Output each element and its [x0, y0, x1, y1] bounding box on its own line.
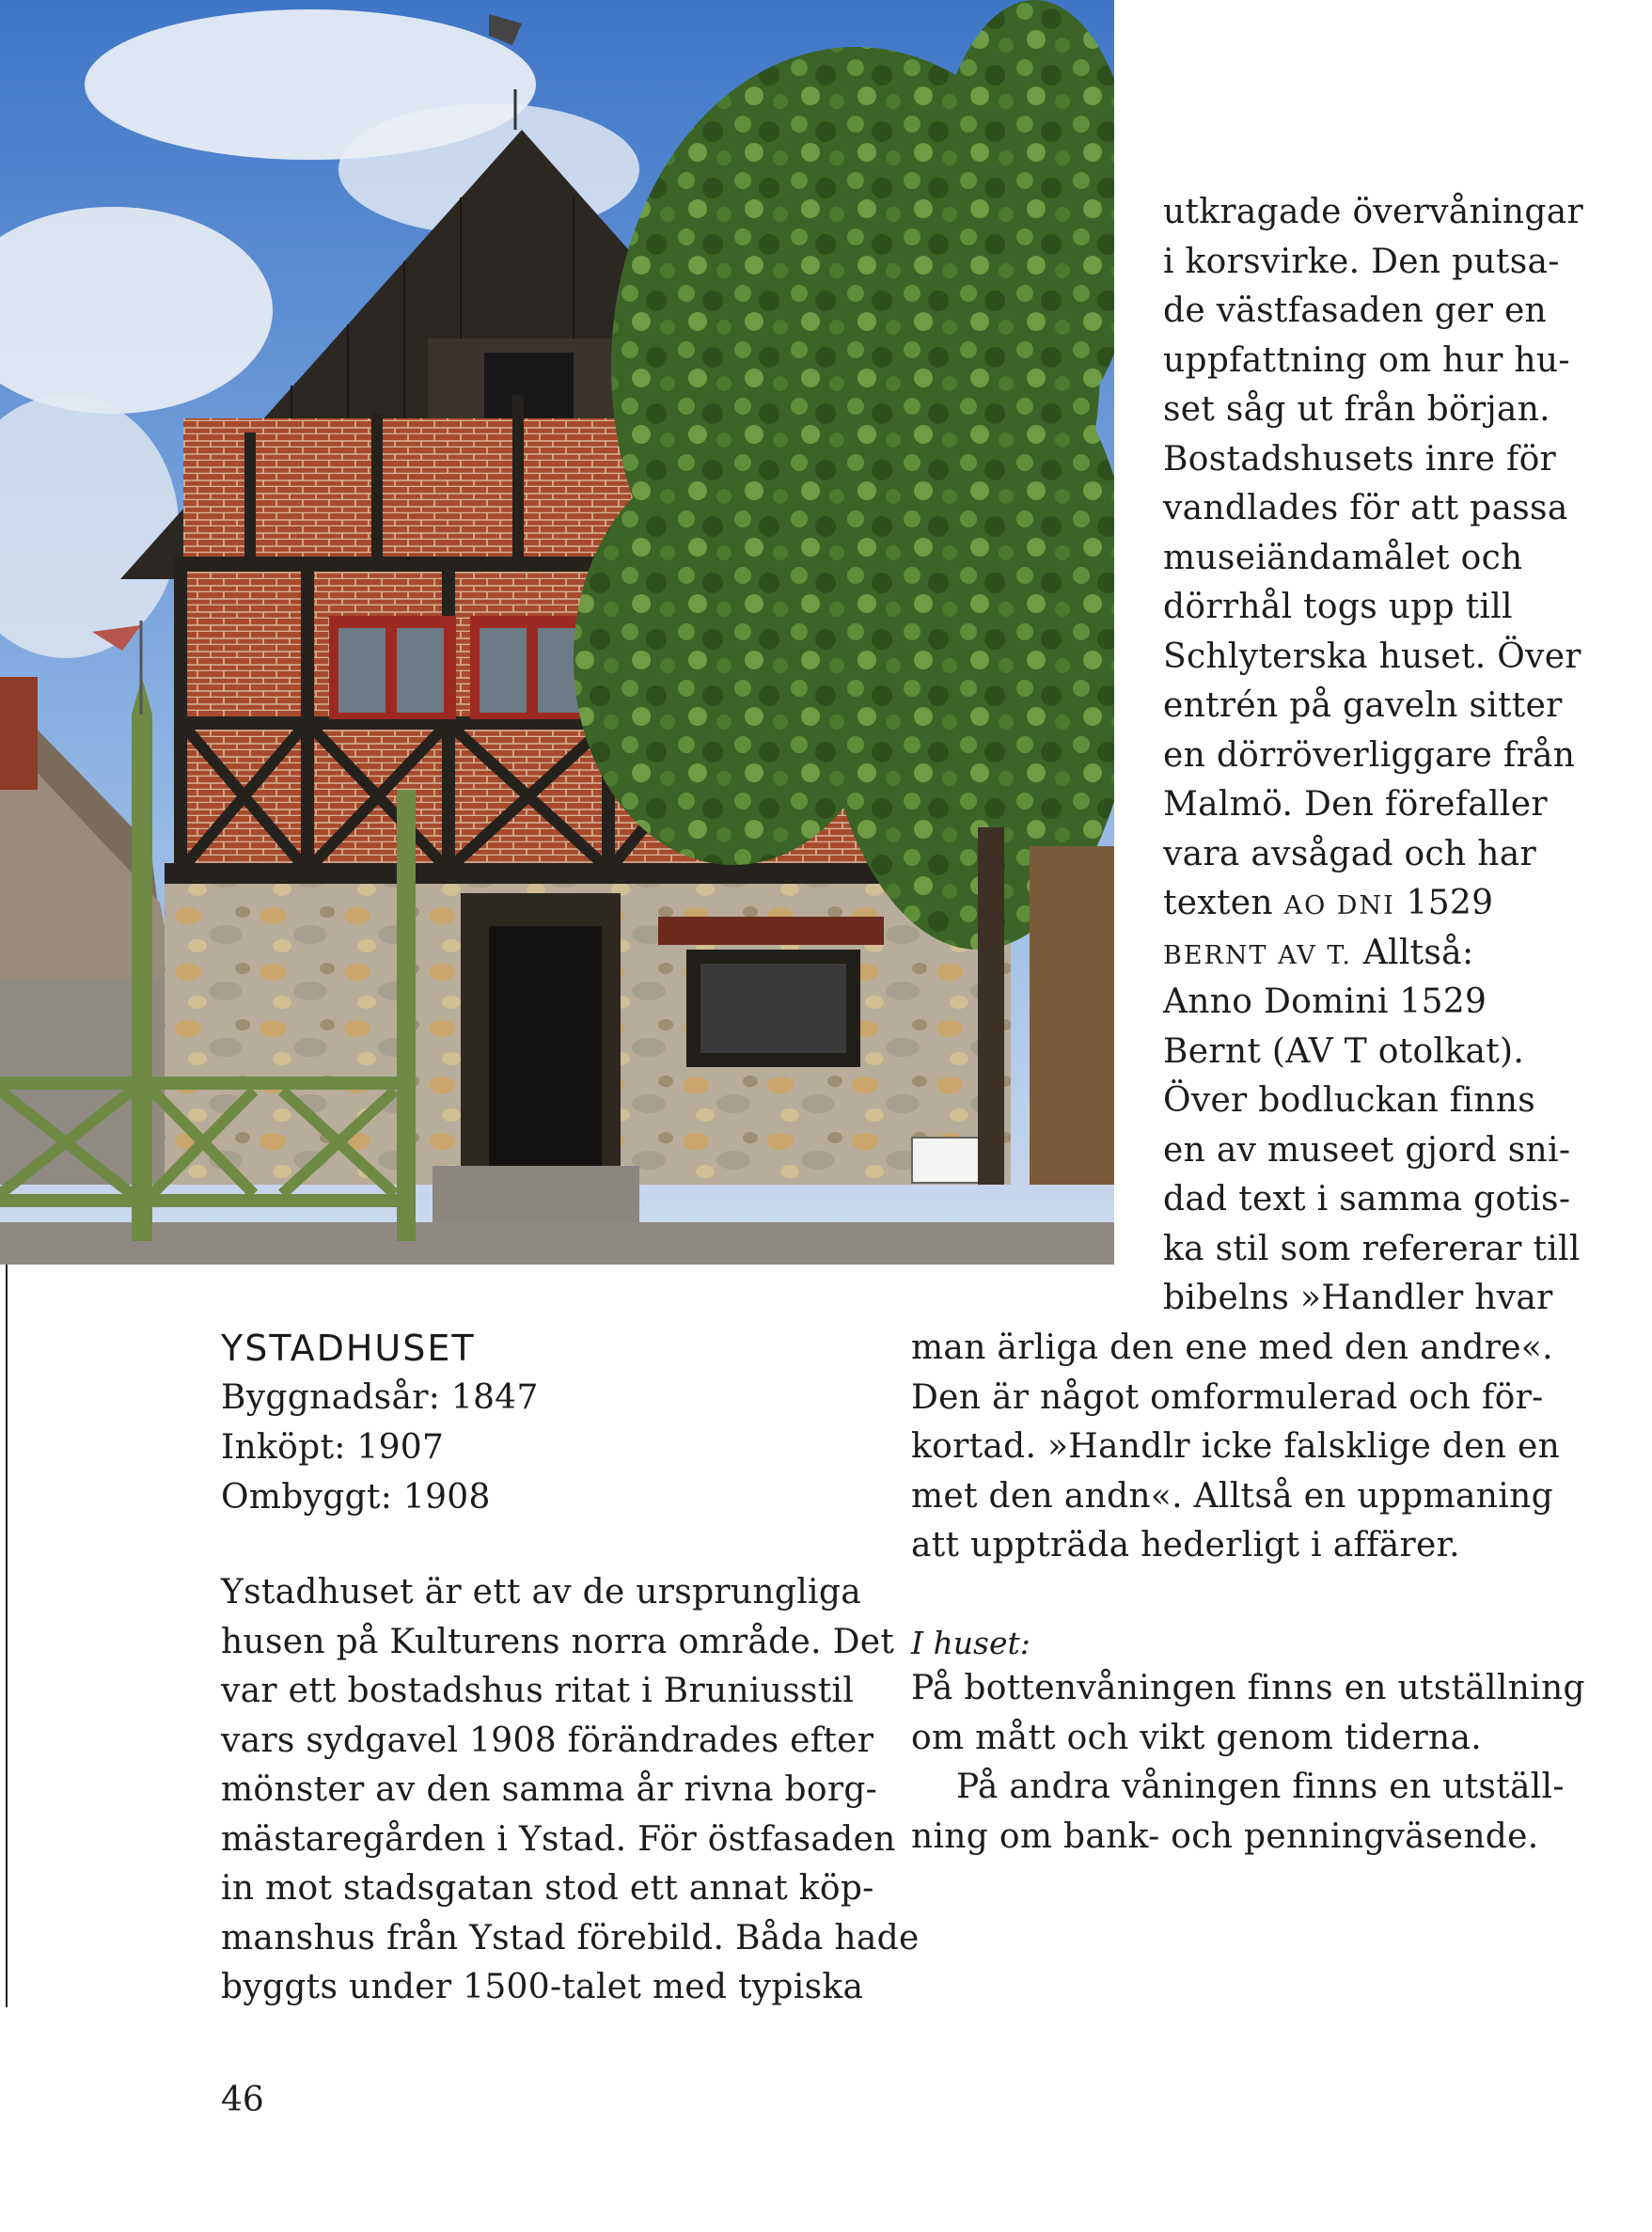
- text-line: Den är något omformulerad och för-: [911, 1377, 1544, 1417]
- text-line: vara avsågad och har: [1163, 834, 1536, 873]
- text-line: Bostadshusets inre för: [1163, 439, 1557, 479]
- right-column-continuation: [911, 1324, 1569, 1571]
- right-column-text: [1163, 188, 1583, 1324]
- left-body-text: [221, 1568, 920, 2013]
- text-line: var ett bostadshus ritat i Bruniusstil: [221, 1672, 855, 1710]
- inscription-name: BERNT AV T.: [1163, 940, 1352, 970]
- text-line: i korsvirke. Den putsa-: [1163, 242, 1560, 281]
- building-facts: [221, 1324, 879, 1522]
- text-line: entrén på gaveln sitter: [1163, 686, 1563, 725]
- text-line: om mått och vikt genom tiderna.: [911, 1718, 1482, 1757]
- fact-construction-year: Byggnadsår: 1847: [221, 1378, 539, 1417]
- building-heading: YSTADHUSET: [221, 1328, 476, 1369]
- text-line: dad text i samma gotis-: [1163, 1180, 1571, 1218]
- page-number: 46: [221, 2081, 264, 2119]
- inscription-prefix: texten: [1163, 884, 1273, 922]
- text-line: bibelns »Handler hvar: [1163, 1279, 1553, 1317]
- text-line: ning om bank- och penningväsende.: [911, 1816, 1539, 1856]
- inscription-rest: Alltså:: [1362, 933, 1474, 972]
- text-line: att uppträda hederligt i affärer.: [911, 1526, 1460, 1564]
- fact-rebuilt: Ombyggt: 1908: [221, 1478, 491, 1517]
- text-line: museiändamålet och: [1163, 538, 1523, 577]
- text-line: Anno Domini 1529: [1163, 982, 1487, 1021]
- text-line: met den andn«. Alltså en uppmaning: [911, 1476, 1553, 1516]
- text-line: mästaregården i Ystad. För östfasaden: [221, 1819, 896, 1859]
- text-line: mönster av den samma år rivna borg-: [221, 1770, 878, 1809]
- text-line: dörrhål togs upp till: [1163, 588, 1513, 626]
- margin-rule: [6, 1265, 8, 2007]
- text-line: Bernt (AV T otolkat).: [1163, 1031, 1525, 1071]
- text-line: På andra våningen finns en utställ-: [956, 1768, 1565, 1806]
- text-line: de västfasaden ger en: [1163, 291, 1548, 330]
- text-line: man ärliga den ene med den andre«.: [911, 1328, 1553, 1367]
- inscription-year: 1529: [1406, 884, 1494, 922]
- text-line: en av museet gjord sni-: [1163, 1130, 1571, 1170]
- text-line: På bottenvåningen finns en utställning: [911, 1669, 1585, 1707]
- text-line: ka stil som refererar till: [1163, 1229, 1581, 1268]
- text-line: Schlyterska huset. Över: [1163, 637, 1581, 676]
- text-line: manshus från Ystad förebild. Båda hade: [221, 1918, 920, 1957]
- text-line: en dörröverliggare från: [1163, 735, 1576, 775]
- text-line: set såg ut från början.: [1163, 390, 1550, 429]
- inscription-line-2: [1163, 929, 1567, 979]
- inscription-text: AO DNI: [1283, 891, 1395, 920]
- text-line: uppfattning om hur hu-: [1163, 340, 1570, 380]
- text-line: Ystadhuset är ett av de ursprungliga: [221, 1573, 861, 1611]
- house-photo: [0, 0, 1114, 1265]
- text-line: vars sydgavel 1908 förändrades efter: [221, 1721, 874, 1760]
- in-house-text: [911, 1664, 1585, 1862]
- text-line: Malmö. Den förefaller: [1163, 785, 1548, 824]
- text-line: byggts under 1500-talet med typiska: [221, 1968, 864, 2006]
- text-line: in mot stadsgatan stod ett annat köp-: [221, 1869, 874, 1908]
- text-line: Över bodluckan finns: [1163, 1081, 1536, 1120]
- text-line: kortad. »Handlr icke falsklige den en: [911, 1427, 1561, 1466]
- inscription-line-1: [1163, 879, 1567, 929]
- text-line: vandlades för att passa: [1163, 489, 1568, 527]
- in-house-label: I huset:: [911, 1625, 1031, 1661]
- text-line: utkragade övervåningar: [1163, 193, 1583, 231]
- fact-purchased: Inköpt: 1907: [221, 1428, 445, 1467]
- text-line: husen på Kulturens norra område. Det: [221, 1622, 895, 1661]
